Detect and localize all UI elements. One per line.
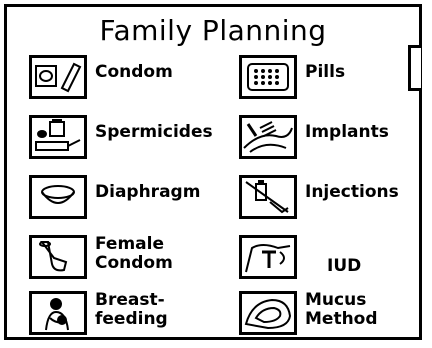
- injections-icon: [239, 175, 297, 219]
- method-label: Breast- feeding: [95, 290, 168, 329]
- spermicides-icon: [29, 115, 87, 159]
- method-label: IUD: [327, 256, 362, 276]
- method-label: Female Condom: [95, 234, 173, 273]
- method-label: Spermicides: [95, 122, 213, 142]
- breastfeeding-icon: [29, 291, 87, 335]
- method-breastfeeding: [29, 291, 229, 347]
- method-diaphragm: [29, 175, 229, 231]
- method-spermicides: [29, 115, 229, 171]
- method-implants: [239, 115, 432, 171]
- method-label: Injections: [305, 182, 399, 202]
- method-label: Implants: [305, 122, 389, 142]
- method-condom: [29, 55, 229, 111]
- implants-icon: [239, 115, 297, 159]
- method-label: Pills: [305, 62, 346, 82]
- method-pills: [239, 55, 432, 111]
- method-mucus-method: [239, 291, 432, 347]
- method-iud: [239, 235, 432, 291]
- condom-icon: [29, 55, 87, 99]
- female-condom-icon: [29, 235, 87, 279]
- poster-title: Family Planning: [99, 14, 327, 47]
- method-injections: [239, 175, 432, 231]
- method-female-condom: [29, 235, 229, 291]
- mucus-method-icon: [239, 291, 297, 335]
- method-label: Diaphragm: [95, 182, 201, 202]
- family-planning-poster: [4, 4, 422, 340]
- iud-icon: [239, 235, 297, 279]
- diaphragm-icon: [29, 175, 87, 219]
- pills-icon: [239, 55, 297, 99]
- method-label: Mucus Method: [305, 290, 378, 329]
- method-label: Condom: [95, 62, 173, 82]
